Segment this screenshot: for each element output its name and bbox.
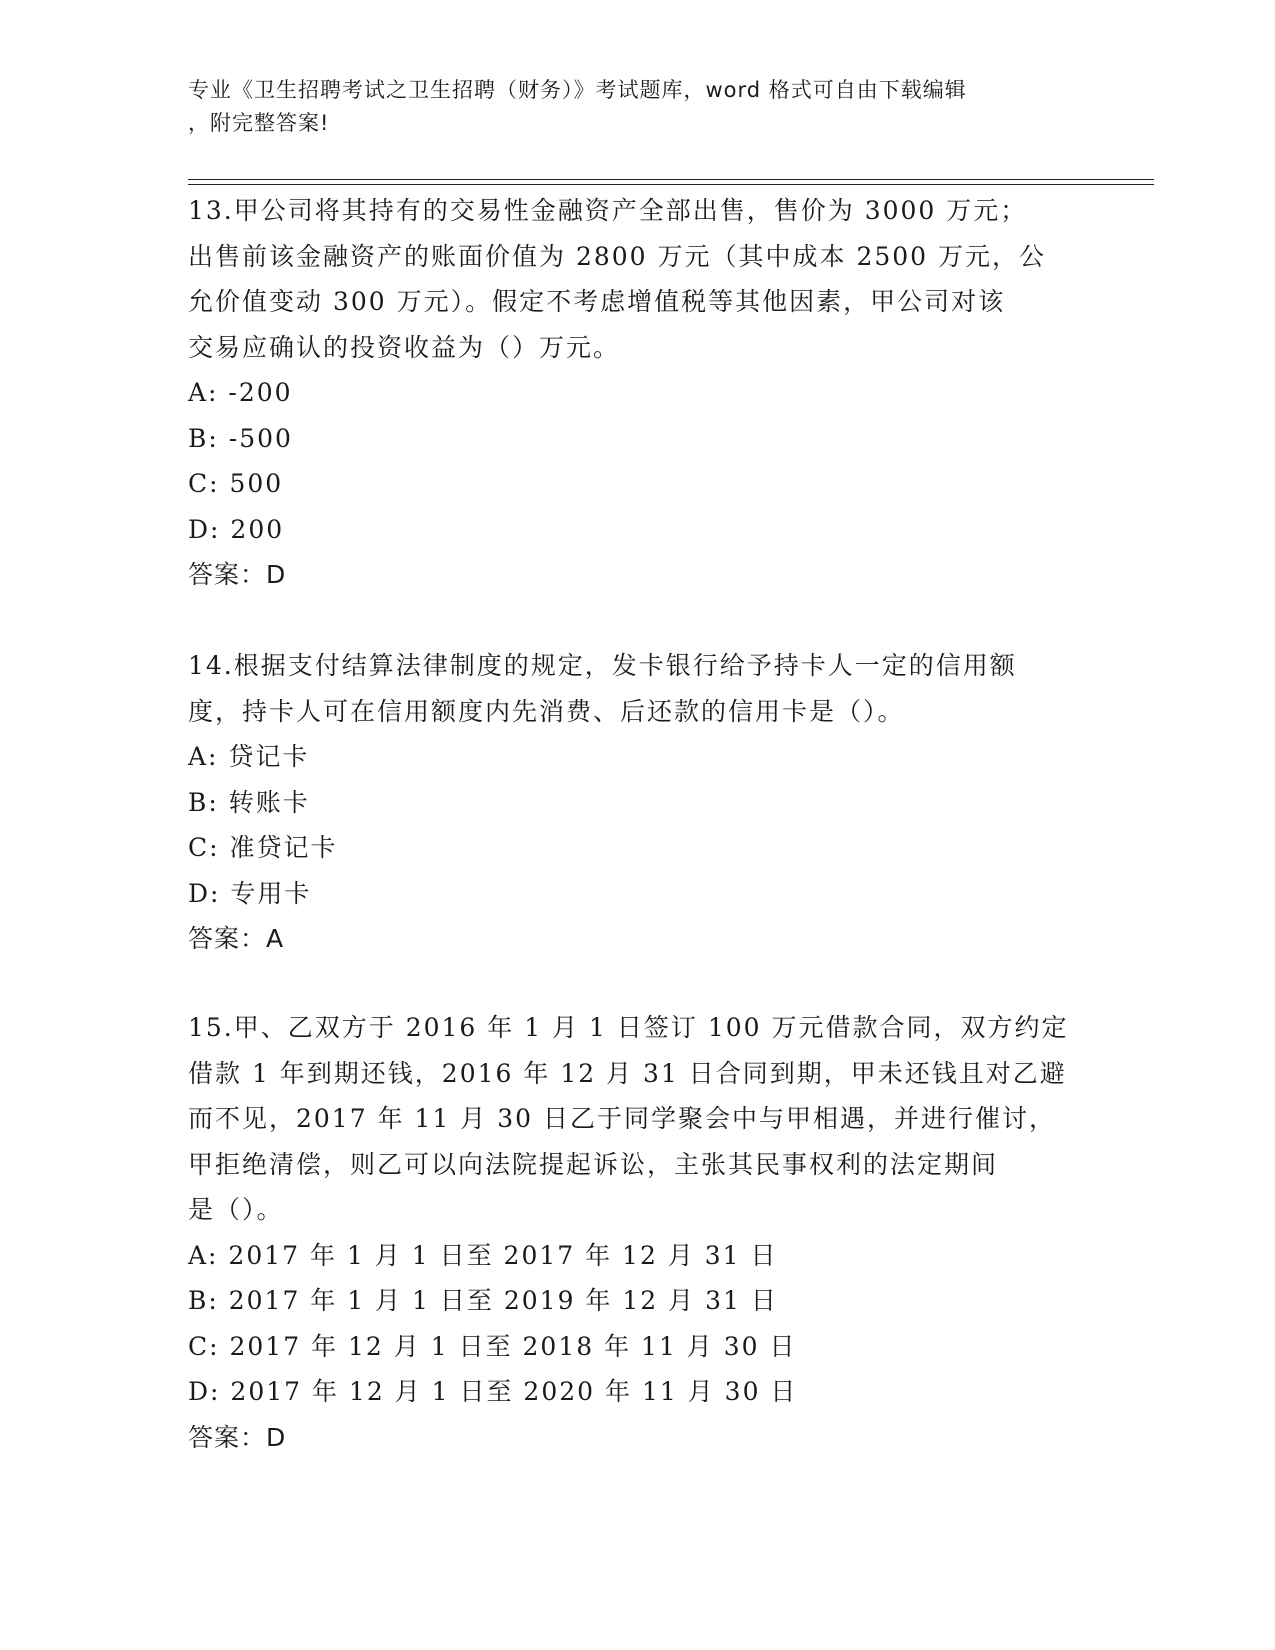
- question-stem-line: 交易应确认的投资收益为（）万元。: [188, 332, 621, 362]
- question-stem-line: 14.根据支付结算法律制度的规定，发卡银行给予持卡人一定的信用额: [188, 651, 1017, 680]
- option-c: C: 准贷记卡: [188, 833, 338, 862]
- header-divider-top: [188, 179, 1154, 180]
- option-a: A: 2017 年 1 月 1 日至 2017 年 12 月 31 日: [188, 1240, 778, 1270]
- option-d: D: 200: [188, 514, 285, 544]
- option-b: B: 转账卡: [188, 787, 310, 817]
- option-a: A: 贷记卡: [188, 742, 310, 771]
- question-stem-line: 甲拒绝清偿，则乙可以向法院提起诉讼，主张其民事权利的法定期间: [188, 1149, 999, 1179]
- question-stem-line: 出售前该金融资产的账面价值为 2800 万元（其中成本 2500 万元，公: [188, 241, 1047, 271]
- answer-label: 答案：D: [188, 560, 287, 589]
- header-line-1: 专业《卫生招聘考试之卫生招聘（财务）》考试题库，word 格式可自由下载编辑: [188, 78, 967, 102]
- question-stem-line: 15.甲、乙双方于 2016 年 1 月 1 日签订 100 万元借款合同，双方约定: [188, 1013, 1069, 1042]
- question-stem-line: 度，持卡人可在信用额度内先消费、后还款的信用卡是（）。: [188, 696, 905, 726]
- option-b: B: -500: [188, 423, 293, 453]
- question-stem-line: 是（）。: [188, 1195, 284, 1224]
- option-b: B: 2017 年 1 月 1 日至 2019 年 12 月 31 日: [188, 1286, 778, 1315]
- option-d: D: 2017 年 12 月 1 日至 2020 年 11 月 30 日: [188, 1377, 798, 1406]
- question-stem-line: 13.甲公司将其持有的交易性金融资产全部出售，售价为 3000 万元；: [188, 196, 1028, 225]
- document-header: [188, 74, 1068, 140]
- question-15: [188, 1005, 1088, 1460]
- answer-label: 答案：D: [188, 1422, 287, 1452]
- question-13: [188, 188, 1088, 598]
- option-c: C: 500: [188, 469, 284, 498]
- option-a: A: -200: [188, 378, 293, 407]
- question-14: [188, 643, 1088, 962]
- answer-label: 答案：A: [188, 924, 285, 953]
- question-stem-line: 允价值变动 300 万元）。假定不考虑增值税等其他因素，甲公司对该: [188, 287, 1006, 316]
- question-stem-line: 借款 1 年到期还钱，2016 年 12 月 31 日合同到期，甲未还钱且对乙避: [188, 1058, 1067, 1088]
- header-divider-bottom: [188, 184, 1154, 185]
- option-d: D: 专用卡: [188, 878, 312, 908]
- question-stem-line: 而不见，2017 年 11 月 30 日乙于同学聚会中与甲相遇，并进行催讨，: [188, 1104, 1056, 1133]
- option-c: C: 2017 年 12 月 1 日至 2018 年 11 月 30 日: [188, 1331, 797, 1361]
- header-line-2: ，附完整答案!: [188, 111, 330, 135]
